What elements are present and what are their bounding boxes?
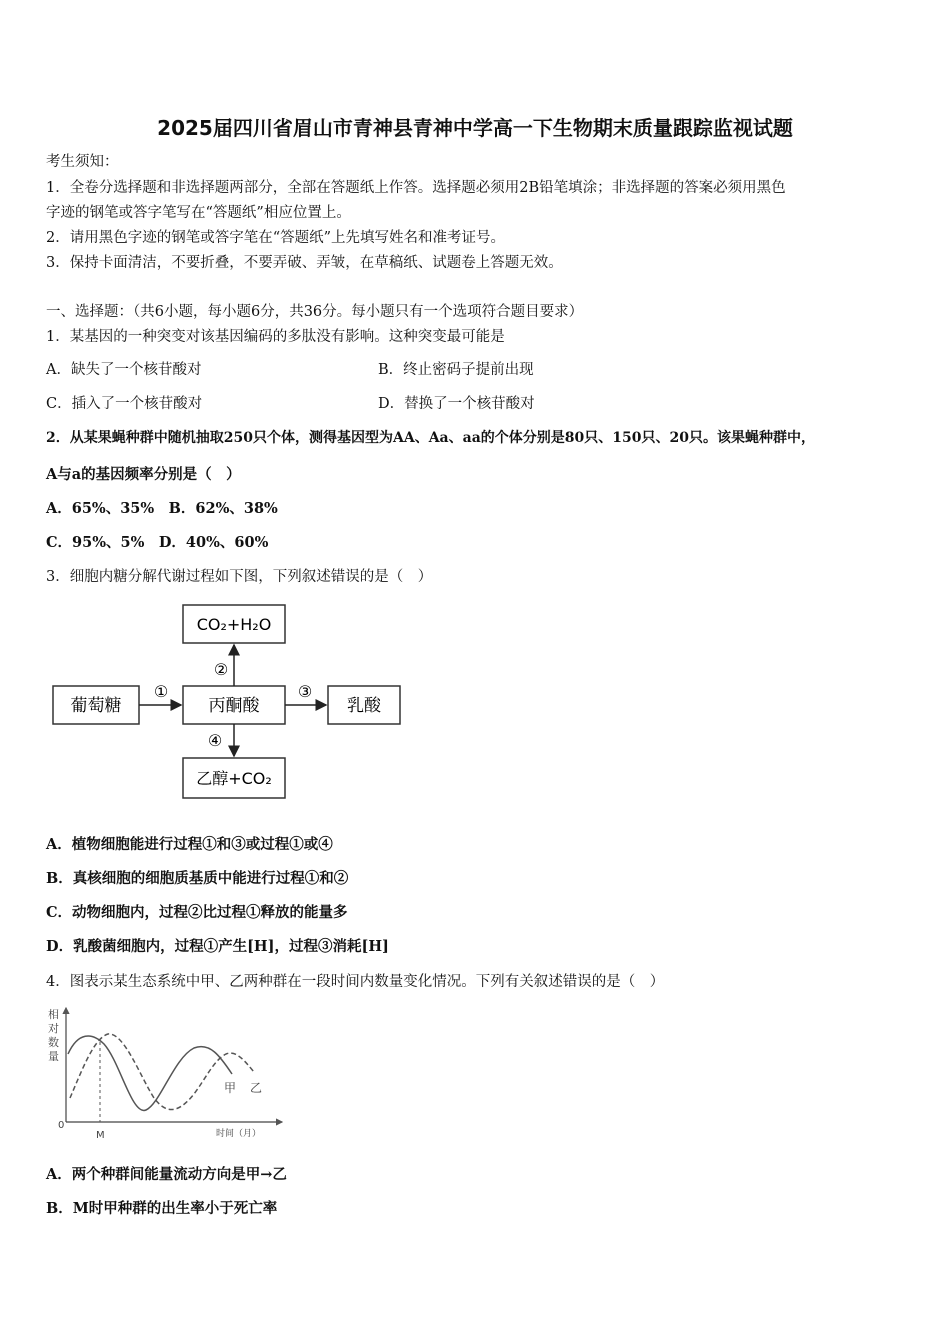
series-yi-label: 乙	[250, 1081, 263, 1095]
q4-option-a: A．两个种群间能量流动方向是甲→乙	[46, 1166, 287, 1183]
series-jia-label: 甲	[224, 1081, 237, 1095]
glucose-label: 葡萄糖	[70, 696, 122, 716]
y-axis-label-2: 对	[48, 1022, 59, 1035]
step-4-label: ④	[207, 731, 223, 750]
q3-option-c: C．动物细胞内，过程②比过程①释放的能量多	[46, 904, 348, 921]
origin-label: 0	[58, 1120, 65, 1131]
q2-options-cd: C．95%、5% D．40%、60%	[46, 534, 269, 551]
page-title: 2025届四川省眉山市青神县青神中学高一下生物期末质量跟踪监视试题	[157, 116, 793, 140]
ethanol-co2-label: 乙醇+CO₂	[196, 769, 272, 788]
section-heading: 一、选择题：（共6小题，每小题6分，共36分。每小题只有一个选项符合题目要求）	[46, 304, 584, 320]
notice-item: 2．请用黑色字迹的钢笔或答字笔在“答题纸”上先填写姓名和准考证号。	[46, 230, 506, 246]
q1-option-d: D．替换了一个核苷酸对	[378, 396, 535, 412]
notice-item: 字迹的钢笔或答字笔写在“答题纸”相应位置上。	[46, 205, 351, 221]
series-yi-curve	[70, 1034, 254, 1110]
q4-option-b: B．M时甲种群的出生率小于死亡率	[46, 1200, 278, 1217]
q1-option-b: B．终止密码子提前出现	[378, 362, 534, 378]
q3-option-a: A．植物细胞能进行过程①和③或过程①或④	[46, 836, 333, 853]
question-2-stem: 2．从某果蝇种群中随机抽取250只个体，测得基因型为AA、Aa、aa的个体分别是80只、150只、20只。该果蝇种群中，	[46, 430, 815, 446]
question-4-stem: 4．图表示某生态系统中甲、乙两种群在一段时间内数量变化情况。下列有关叙述错误的是（ ）	[46, 974, 665, 990]
q3-option-b: B．真核细胞的细胞质基质中能进行过程①和②	[46, 870, 349, 887]
notice-item: 1．全卷分选择题和非选择题两部分，全部在答题纸上作答。选择题必须用2B铅笔填涂；非选择题的答案必须用黑色	[46, 180, 786, 196]
step-3-label: ③	[297, 682, 313, 701]
glucose-metabolism-diagram	[48, 600, 408, 805]
m-label: M	[96, 1130, 105, 1141]
notice-heading: 考生须知：	[46, 154, 119, 170]
co2-h2o-label: CO₂+H₂O	[196, 615, 272, 634]
question-3-stem: 3．细胞内糖分解代谢过程如下图，下列叙述错误的是（ ）	[46, 569, 433, 585]
y-axis-label-3: 数	[48, 1036, 59, 1049]
question-1-stem: 1．某基因的一种突变对该基因编码的多肽没有影响。这种突变最可能是	[46, 329, 505, 345]
q1-option-a: A．缺失了一个核苷酸对	[46, 362, 202, 378]
lactic-acid-label: 乳酸	[347, 696, 381, 716]
q2-options-ab: A．65%、35% B．62%、38%	[46, 500, 278, 517]
population-graph	[44, 1004, 294, 1144]
q1-option-c: C．插入了一个核苷酸对	[46, 396, 203, 412]
y-axis-label-4: 量	[48, 1050, 59, 1063]
y-axis-label-1: 相	[48, 1008, 59, 1021]
step-1-label: ①	[153, 682, 169, 701]
notice-item: 3．保持卡面清洁，不要折叠，不要弄破、弄皱，在草稿纸、试题卷上答题无效。	[46, 255, 563, 271]
x-axis-label: 时间（月）	[216, 1129, 262, 1139]
series-jia-curve	[68, 1036, 232, 1110]
step-2-label: ②	[213, 660, 229, 679]
pyruvate-label: 丙酮酸	[208, 696, 260, 716]
question-2-stem-cont: A与a的基因频率分别是（ ）	[46, 466, 241, 483]
q3-option-d: D．乳酸菌细胞内，过程①产生[H]，过程③消耗[H]	[46, 938, 389, 955]
